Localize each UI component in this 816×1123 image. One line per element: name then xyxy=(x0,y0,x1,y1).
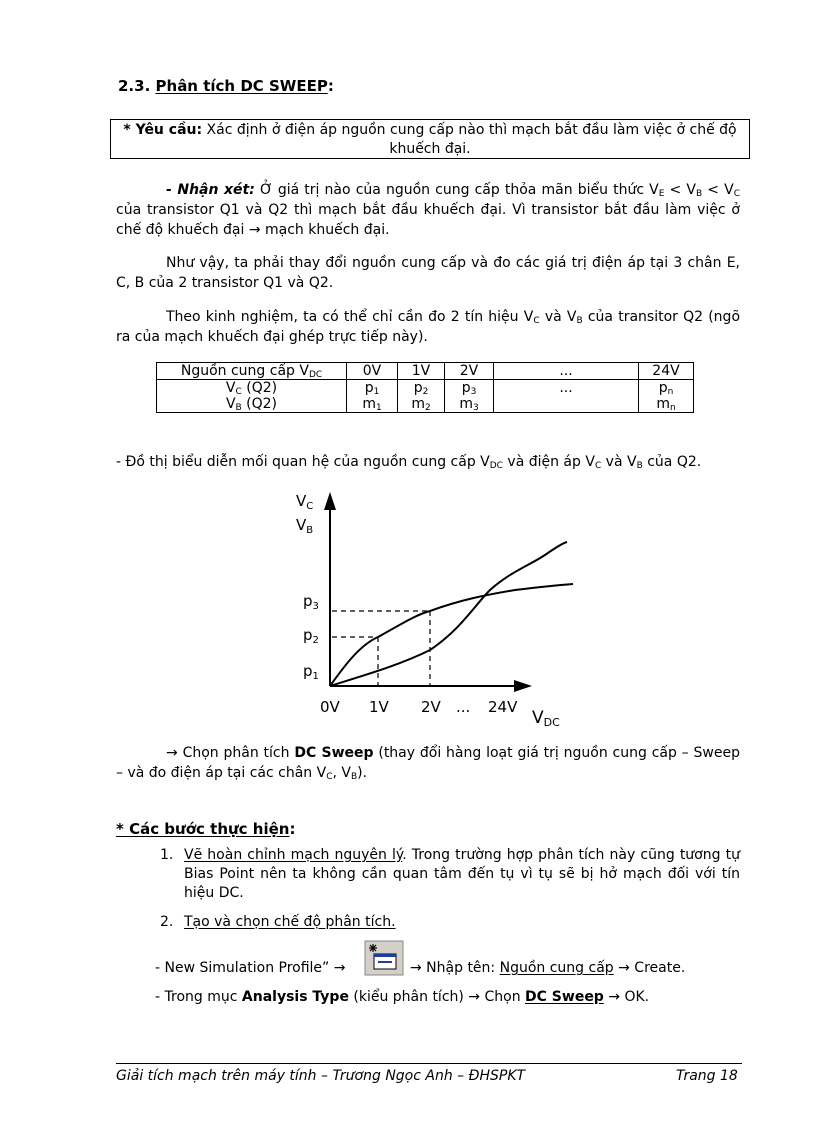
p1-label: $p_1$ xyxy=(303,662,319,682)
table-cell: $m_2$ xyxy=(398,396,445,413)
p2-label: $p_2$ xyxy=(303,626,319,646)
step-2-link[interactable]: Tạo và chọn chế độ phân tích. xyxy=(184,914,396,930)
table-cell: $V_B$ (Q2) xyxy=(157,396,347,413)
requirement-label: * Yêu cầu: xyxy=(123,122,203,138)
x-tick-1v: 1V xyxy=(369,698,389,716)
choose-paragraph: → Chọn phân tích DC Sweep (thay đổi hàng loạt giá trị nguồn cung cấp – Sweep – và đo điện áp tại các chân $V_C$, $V_B$). xyxy=(116,745,740,782)
x-axis-arrow-icon xyxy=(514,680,532,692)
remark-paragraph: - Nhận xét: Ở giá trị nào của nguồn cung cấp thỏa mãn biểu thức $V_E < V_B < V_C$ của transistor Q1 và Q2 thì mạch bắt đầu khuếch đại. Vì transistor bắt đầu làm việc ở chế độ khuếch đại → mạch khuếch đại. xyxy=(116,182,740,238)
new-simulation-profile-icon[interactable] xyxy=(364,940,404,976)
x-tick-dots: ... xyxy=(456,698,471,716)
table-cell: Nguồn cung cấp $V_{DC}$ xyxy=(157,363,347,380)
table-header-row xyxy=(157,363,694,380)
step-1-link[interactable]: Vẽ hoàn chỉnh mạch nguyên lý xyxy=(184,847,403,863)
table-cell: ... xyxy=(494,380,639,397)
vdc-graph xyxy=(270,480,590,735)
nguon-cung-cap-link[interactable]: Nguồn cung cấp xyxy=(499,960,614,976)
paragraph-3: Theo kinh nghiệm, ta có thể chỉ cần đo 2 tín hiệu $V_C$ và $V_B$ của transitor Q2 (ngõ ra của mạch khuếch đại ghép trực tiếp này). xyxy=(116,309,741,345)
paragraph-2: Như vậy, ta phải thay đổi nguồn cung cấp và đo các giá trị điện áp tại 3 chân E, C, B của 2 transistor Q1 và Q2. xyxy=(116,255,740,291)
page-number: Trang 18 xyxy=(676,1068,738,1084)
section-heading: 2.3. Phân tích DC SWEEP: xyxy=(118,77,334,95)
table-cell: $p_1$ xyxy=(347,380,398,397)
x-axis-label: VDC xyxy=(532,708,560,729)
y-label-vc: $V_C$ xyxy=(296,492,314,512)
requirement-box xyxy=(110,119,750,159)
p3-label: $p_3$ xyxy=(303,592,319,612)
enter-name-line: → Nhập tên: Nguồn cung cấp → Create. xyxy=(410,960,686,976)
table-cell: $p_2$ xyxy=(398,380,445,397)
table-row xyxy=(157,396,694,413)
requirement-text: Xác định ở điện áp nguồn cung cấp nào thì mạch bắt đầu làm việc ở chế độ khuếch đại. xyxy=(206,122,737,157)
table-cell: $p_n$ xyxy=(639,380,694,397)
graph-caption: - Đồ thị biểu diễn mối quan hệ của nguồn cung cấp $V_{DC}$ và điện áp $V_C$ và $V_B$ của Q2. xyxy=(116,454,702,471)
measurement-table xyxy=(156,362,694,413)
analysis-type-line: - Trong mục Analysis Type (kiểu phân tích) → Chọn DC Sweep → OK. xyxy=(155,989,650,1005)
table-row xyxy=(157,380,694,397)
y-label-vb: $V_B$ xyxy=(296,516,314,536)
vc-curve xyxy=(330,542,567,686)
table-cell: $m_3$ xyxy=(445,396,494,413)
table-cell: 0V xyxy=(347,363,398,380)
x-tick-2v: 2V xyxy=(421,698,441,716)
vb-curve xyxy=(330,584,573,686)
dc-sweep-link[interactable]: DC Sweep xyxy=(525,989,604,1005)
table-cell: $m_n$ xyxy=(639,396,694,413)
table-cell: $V_C$ (Q2) xyxy=(157,380,347,397)
y-axis-arrow-icon xyxy=(324,492,336,510)
footer-divider xyxy=(116,1063,742,1064)
x-tick-0v: 0V xyxy=(320,698,340,716)
table-cell: $p_3$ xyxy=(445,380,494,397)
table-cell: $m_1$ xyxy=(347,396,398,413)
table-cell: 24V xyxy=(639,363,694,380)
steps-heading: * Các bước thực hiện: xyxy=(116,820,296,838)
table-cell: 2V xyxy=(445,363,494,380)
table-cell xyxy=(494,396,639,413)
table-cell: ... xyxy=(494,363,639,380)
x-tick-24v: 24V xyxy=(488,698,518,716)
table-cell: 1V xyxy=(398,363,445,380)
new-sim-line: - New Simulation Profile” → xyxy=(155,960,346,976)
footer-left: Giải tích mạch trên máy tính – Trương Ngọc Anh – ĐHSPKT xyxy=(116,1068,526,1084)
